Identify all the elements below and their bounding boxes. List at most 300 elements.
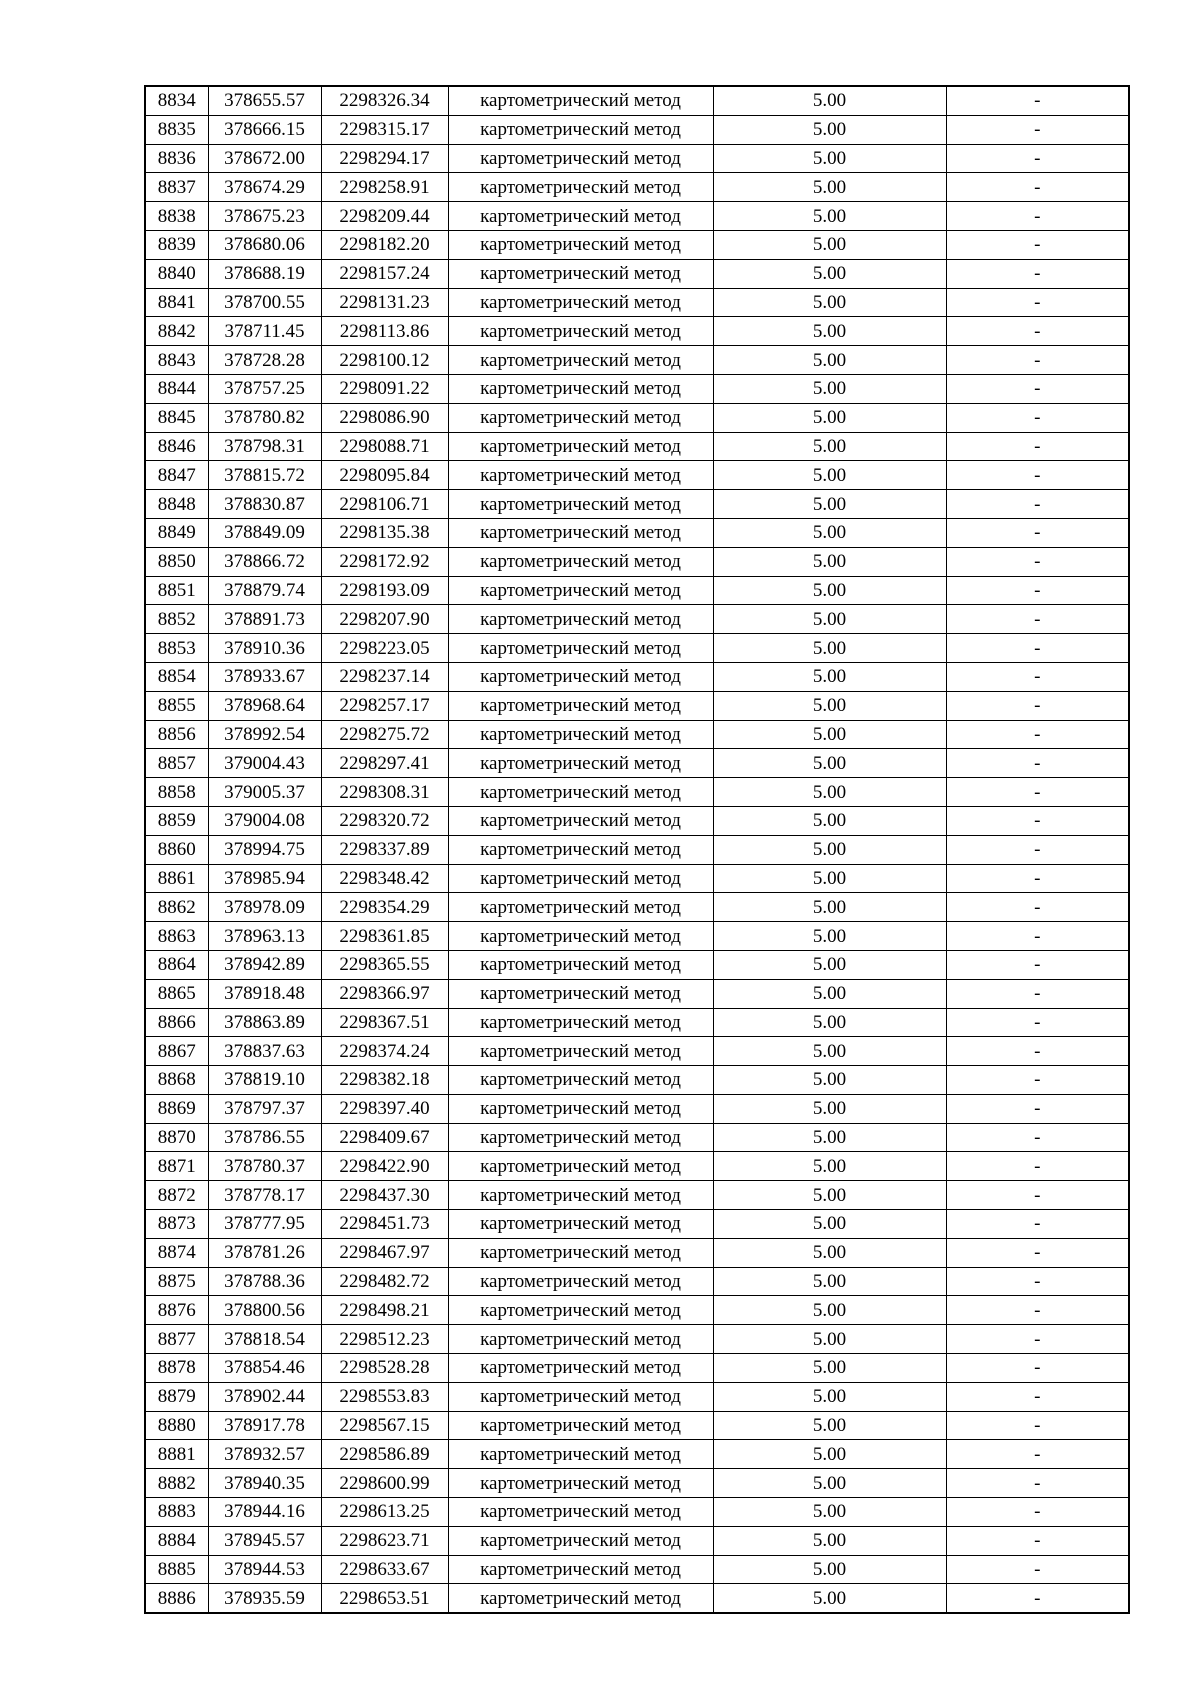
description-cell: - (946, 605, 1129, 634)
accuracy-cell: 5.00 (713, 173, 946, 202)
description-cell: - (946, 634, 1129, 663)
y-coordinate-cell: 2298086.90 (321, 403, 448, 432)
accuracy-cell: 5.00 (713, 864, 946, 893)
table-row (145, 1382, 1129, 1411)
table-row (145, 346, 1129, 375)
point-number-cell: 8867 (145, 1037, 208, 1066)
x-coordinate-cell: 379004.08 (208, 806, 321, 835)
x-coordinate-cell: 378700.55 (208, 288, 321, 317)
x-coordinate-cell: 379004.43 (208, 749, 321, 778)
description-cell: - (946, 202, 1129, 231)
point-number-cell: 8838 (145, 202, 208, 231)
x-coordinate-cell: 378672.00 (208, 144, 321, 173)
description-cell: - (946, 835, 1129, 864)
x-coordinate-cell: 378837.63 (208, 1037, 321, 1066)
y-coordinate-cell: 2298467.97 (321, 1238, 448, 1267)
y-coordinate-cell: 2298091.22 (321, 374, 448, 403)
x-coordinate-cell: 378675.23 (208, 202, 321, 231)
description-cell: - (946, 259, 1129, 288)
point-number-cell: 8857 (145, 749, 208, 778)
y-coordinate-cell: 2298374.24 (321, 1037, 448, 1066)
point-number-cell: 8850 (145, 547, 208, 576)
point-number-cell: 8869 (145, 1094, 208, 1123)
y-coordinate-cell: 2298135.38 (321, 518, 448, 547)
point-number-cell: 8877 (145, 1325, 208, 1354)
table-row (145, 1181, 1129, 1210)
x-coordinate-cell: 378854.46 (208, 1354, 321, 1383)
x-coordinate-cell: 378778.17 (208, 1181, 321, 1210)
table-row (145, 461, 1129, 490)
y-coordinate-cell: 2298365.55 (321, 950, 448, 979)
point-number-cell: 8839 (145, 230, 208, 259)
description-cell: - (946, 893, 1129, 922)
point-number-cell: 8841 (145, 288, 208, 317)
point-number-cell: 8835 (145, 115, 208, 144)
accuracy-cell: 5.00 (713, 806, 946, 835)
table-row (145, 778, 1129, 807)
table-row (145, 979, 1129, 1008)
y-coordinate-cell: 2298397.40 (321, 1094, 448, 1123)
point-number-cell: 8870 (145, 1123, 208, 1152)
point-number-cell: 8866 (145, 1008, 208, 1037)
y-coordinate-cell: 2298633.67 (321, 1555, 448, 1584)
x-coordinate-cell: 378932.57 (208, 1440, 321, 1469)
table-row (145, 1555, 1129, 1584)
x-coordinate-cell: 378891.73 (208, 605, 321, 634)
y-coordinate-cell: 2298209.44 (321, 202, 448, 231)
table-row (145, 1238, 1129, 1267)
description-cell: - (946, 288, 1129, 317)
table-row (145, 202, 1129, 231)
accuracy-cell: 5.00 (713, 691, 946, 720)
table-row (145, 634, 1129, 663)
x-coordinate-cell: 378940.35 (208, 1469, 321, 1498)
table-row (145, 749, 1129, 778)
x-coordinate-cell: 378800.56 (208, 1296, 321, 1325)
description-cell: - (946, 86, 1129, 115)
accuracy-cell: 5.00 (713, 1411, 946, 1440)
point-number-cell: 8855 (145, 691, 208, 720)
method-cell: картометрический метод (448, 86, 713, 115)
description-cell: - (946, 691, 1129, 720)
description-cell: - (946, 230, 1129, 259)
point-number-cell: 8874 (145, 1238, 208, 1267)
table-row (145, 1210, 1129, 1239)
accuracy-cell: 5.00 (713, 144, 946, 173)
description-cell: - (946, 1498, 1129, 1527)
method-cell: картометрический метод (448, 864, 713, 893)
method-cell: картометрический метод (448, 490, 713, 519)
description-cell: - (946, 749, 1129, 778)
y-coordinate-cell: 2298315.17 (321, 115, 448, 144)
table-row (145, 1325, 1129, 1354)
method-cell: картометрический метод (448, 922, 713, 951)
description-cell: - (946, 1123, 1129, 1152)
point-number-cell: 8879 (145, 1382, 208, 1411)
y-coordinate-cell: 2298528.28 (321, 1354, 448, 1383)
y-coordinate-cell: 2298354.29 (321, 893, 448, 922)
accuracy-cell: 5.00 (713, 1584, 946, 1613)
table-row (145, 1469, 1129, 1498)
method-cell: картометрический метод (448, 1152, 713, 1181)
point-number-cell: 8878 (145, 1354, 208, 1383)
accuracy-cell: 5.00 (713, 115, 946, 144)
table-row (145, 1066, 1129, 1095)
method-cell: картометрический метод (448, 1382, 713, 1411)
accuracy-cell: 5.00 (713, 346, 946, 375)
x-coordinate-cell: 378674.29 (208, 173, 321, 202)
x-coordinate-cell: 378711.45 (208, 317, 321, 346)
method-cell: картометрический метод (448, 202, 713, 231)
description-cell: - (946, 1469, 1129, 1498)
accuracy-cell: 5.00 (713, 518, 946, 547)
point-number-cell: 8860 (145, 835, 208, 864)
x-coordinate-cell: 378945.57 (208, 1526, 321, 1555)
x-coordinate-cell: 378798.31 (208, 432, 321, 461)
y-coordinate-cell: 2298157.24 (321, 259, 448, 288)
point-number-cell: 8865 (145, 979, 208, 1008)
point-number-cell: 8834 (145, 86, 208, 115)
y-coordinate-cell: 2298320.72 (321, 806, 448, 835)
method-cell: картометрический метод (448, 288, 713, 317)
accuracy-cell: 5.00 (713, 432, 946, 461)
x-coordinate-cell: 378978.09 (208, 893, 321, 922)
description-cell: - (946, 374, 1129, 403)
table-row (145, 1152, 1129, 1181)
y-coordinate-cell: 2298131.23 (321, 288, 448, 317)
method-cell: картометрический метод (448, 1584, 713, 1613)
description-cell: - (946, 576, 1129, 605)
description-cell: - (946, 518, 1129, 547)
accuracy-cell: 5.00 (713, 662, 946, 691)
x-coordinate-cell: 378815.72 (208, 461, 321, 490)
y-coordinate-cell: 2298095.84 (321, 461, 448, 490)
table-row (145, 115, 1129, 144)
x-coordinate-cell: 378902.44 (208, 1382, 321, 1411)
method-cell: картометрический метод (448, 1066, 713, 1095)
accuracy-cell: 5.00 (713, 1325, 946, 1354)
accuracy-cell: 5.00 (713, 605, 946, 634)
accuracy-cell: 5.00 (713, 720, 946, 749)
table-row (145, 259, 1129, 288)
coordinates-table (144, 85, 1130, 1614)
point-number-cell: 8884 (145, 1526, 208, 1555)
table-row (145, 950, 1129, 979)
description-cell: - (946, 1584, 1129, 1613)
method-cell: картометрический метод (448, 1469, 713, 1498)
x-coordinate-cell: 378680.06 (208, 230, 321, 259)
y-coordinate-cell: 2298297.41 (321, 749, 448, 778)
table-row (145, 288, 1129, 317)
point-number-cell: 8854 (145, 662, 208, 691)
point-number-cell: 8848 (145, 490, 208, 519)
accuracy-cell: 5.00 (713, 1210, 946, 1239)
method-cell: картометрический метод (448, 778, 713, 807)
accuracy-cell: 5.00 (713, 86, 946, 115)
table-row (145, 1123, 1129, 1152)
method-cell: картометрический метод (448, 950, 713, 979)
y-coordinate-cell: 2298172.92 (321, 547, 448, 576)
method-cell: картометрический метод (448, 403, 713, 432)
y-coordinate-cell: 2298348.42 (321, 864, 448, 893)
x-coordinate-cell: 378757.25 (208, 374, 321, 403)
description-cell: - (946, 864, 1129, 893)
table-row (145, 1094, 1129, 1123)
description-cell: - (946, 1152, 1129, 1181)
x-coordinate-cell: 378944.53 (208, 1555, 321, 1584)
point-number-cell: 8851 (145, 576, 208, 605)
point-number-cell: 8845 (145, 403, 208, 432)
method-cell: картометрический метод (448, 547, 713, 576)
x-coordinate-cell: 378666.15 (208, 115, 321, 144)
accuracy-cell: 5.00 (713, 317, 946, 346)
table-row (145, 1526, 1129, 1555)
point-number-cell: 8861 (145, 864, 208, 893)
description-cell: - (946, 1354, 1129, 1383)
table-row (145, 864, 1129, 893)
table-row (145, 576, 1129, 605)
description-cell: - (946, 1411, 1129, 1440)
method-cell: картометрический метод (448, 432, 713, 461)
accuracy-cell: 5.00 (713, 634, 946, 663)
point-number-cell: 8842 (145, 317, 208, 346)
y-coordinate-cell: 2298366.97 (321, 979, 448, 1008)
description-cell: - (946, 1238, 1129, 1267)
y-coordinate-cell: 2298258.91 (321, 173, 448, 202)
x-coordinate-cell: 378985.94 (208, 864, 321, 893)
x-coordinate-cell: 378963.13 (208, 922, 321, 951)
y-coordinate-cell: 2298623.71 (321, 1526, 448, 1555)
method-cell: картометрический метод (448, 662, 713, 691)
accuracy-cell: 5.00 (713, 1296, 946, 1325)
method-cell: картометрический метод (448, 979, 713, 1008)
x-coordinate-cell: 378818.54 (208, 1325, 321, 1354)
method-cell: картометрический метод (448, 835, 713, 864)
y-coordinate-cell: 2298257.17 (321, 691, 448, 720)
x-coordinate-cell: 378968.64 (208, 691, 321, 720)
description-cell: - (946, 1008, 1129, 1037)
point-number-cell: 8872 (145, 1181, 208, 1210)
description-cell: - (946, 346, 1129, 375)
point-number-cell: 8881 (145, 1440, 208, 1469)
point-number-cell: 8859 (145, 806, 208, 835)
method-cell: картометрический метод (448, 173, 713, 202)
method-cell: картометрический метод (448, 806, 713, 835)
description-cell: - (946, 547, 1129, 576)
method-cell: картометрический метод (448, 1210, 713, 1239)
method-cell: картометрический метод (448, 1181, 713, 1210)
point-number-cell: 8883 (145, 1498, 208, 1527)
y-coordinate-cell: 2298586.89 (321, 1440, 448, 1469)
table-row (145, 605, 1129, 634)
method-cell: картометрический метод (448, 1296, 713, 1325)
point-number-cell: 8858 (145, 778, 208, 807)
description-cell: - (946, 1210, 1129, 1239)
description-cell: - (946, 1440, 1129, 1469)
description-cell: - (946, 403, 1129, 432)
y-coordinate-cell: 2298308.31 (321, 778, 448, 807)
x-coordinate-cell: 378788.36 (208, 1267, 321, 1296)
table-row (145, 1008, 1129, 1037)
x-coordinate-cell: 378780.82 (208, 403, 321, 432)
accuracy-cell: 5.00 (713, 1008, 946, 1037)
x-coordinate-cell: 378849.09 (208, 518, 321, 547)
x-coordinate-cell: 378933.67 (208, 662, 321, 691)
x-coordinate-cell: 378918.48 (208, 979, 321, 1008)
x-coordinate-cell: 378728.28 (208, 346, 321, 375)
point-number-cell: 8886 (145, 1584, 208, 1613)
table-row (145, 720, 1129, 749)
description-cell: - (946, 144, 1129, 173)
method-cell: картометрический метод (448, 720, 713, 749)
y-coordinate-cell: 2298553.83 (321, 1382, 448, 1411)
description-cell: - (946, 1094, 1129, 1123)
table-row (145, 691, 1129, 720)
accuracy-cell: 5.00 (713, 749, 946, 778)
accuracy-cell: 5.00 (713, 576, 946, 605)
description-cell: - (946, 922, 1129, 951)
accuracy-cell: 5.00 (713, 461, 946, 490)
accuracy-cell: 5.00 (713, 1094, 946, 1123)
y-coordinate-cell: 2298113.86 (321, 317, 448, 346)
description-cell: - (946, 1555, 1129, 1584)
point-number-cell: 8885 (145, 1555, 208, 1584)
accuracy-cell: 5.00 (713, 1181, 946, 1210)
y-coordinate-cell: 2298367.51 (321, 1008, 448, 1037)
y-coordinate-cell: 2298337.89 (321, 835, 448, 864)
y-coordinate-cell: 2298100.12 (321, 346, 448, 375)
description-cell: - (946, 432, 1129, 461)
method-cell: картометрический метод (448, 230, 713, 259)
description-cell: - (946, 1526, 1129, 1555)
x-coordinate-cell: 378797.37 (208, 1094, 321, 1123)
method-cell: картометрический метод (448, 749, 713, 778)
description-cell: - (946, 1267, 1129, 1296)
y-coordinate-cell: 2298613.25 (321, 1498, 448, 1527)
description-cell: - (946, 490, 1129, 519)
y-coordinate-cell: 2298275.72 (321, 720, 448, 749)
point-number-cell: 8873 (145, 1210, 208, 1239)
y-coordinate-cell: 2298223.05 (321, 634, 448, 663)
x-coordinate-cell: 378910.36 (208, 634, 321, 663)
description-cell: - (946, 1296, 1129, 1325)
x-coordinate-cell: 378879.74 (208, 576, 321, 605)
method-cell: картометрический метод (448, 115, 713, 144)
accuracy-cell: 5.00 (713, 1555, 946, 1584)
method-cell: картометрический метод (448, 144, 713, 173)
description-cell: - (946, 950, 1129, 979)
x-coordinate-cell: 378780.37 (208, 1152, 321, 1181)
description-cell: - (946, 1181, 1129, 1210)
accuracy-cell: 5.00 (713, 893, 946, 922)
point-number-cell: 8846 (145, 432, 208, 461)
description-cell: - (946, 1382, 1129, 1411)
coordinates-table-body (145, 86, 1129, 1613)
table-row (145, 922, 1129, 951)
y-coordinate-cell: 2298361.85 (321, 922, 448, 951)
y-coordinate-cell: 2298498.21 (321, 1296, 448, 1325)
x-coordinate-cell: 378830.87 (208, 490, 321, 519)
table-row (145, 1411, 1129, 1440)
y-coordinate-cell: 2298207.90 (321, 605, 448, 634)
method-cell: картометрический метод (448, 1008, 713, 1037)
table-row (145, 547, 1129, 576)
method-cell: картометрический метод (448, 1094, 713, 1123)
y-coordinate-cell: 2298422.90 (321, 1152, 448, 1181)
y-coordinate-cell: 2298409.67 (321, 1123, 448, 1152)
accuracy-cell: 5.00 (713, 1037, 946, 1066)
point-number-cell: 8882 (145, 1469, 208, 1498)
y-coordinate-cell: 2298106.71 (321, 490, 448, 519)
x-coordinate-cell: 378917.78 (208, 1411, 321, 1440)
description-cell: - (946, 778, 1129, 807)
y-coordinate-cell: 2298237.14 (321, 662, 448, 691)
method-cell: картометрический метод (448, 1037, 713, 1066)
x-coordinate-cell: 379005.37 (208, 778, 321, 807)
table-row (145, 490, 1129, 519)
method-cell: картометрический метод (448, 317, 713, 346)
accuracy-cell: 5.00 (713, 835, 946, 864)
accuracy-cell: 5.00 (713, 1152, 946, 1181)
x-coordinate-cell: 378655.57 (208, 86, 321, 115)
y-coordinate-cell: 2298653.51 (321, 1584, 448, 1613)
accuracy-cell: 5.00 (713, 374, 946, 403)
y-coordinate-cell: 2298437.30 (321, 1181, 448, 1210)
point-number-cell: 8864 (145, 950, 208, 979)
point-number-cell: 8871 (145, 1152, 208, 1181)
table-row (145, 662, 1129, 691)
accuracy-cell: 5.00 (713, 230, 946, 259)
description-cell: - (946, 1066, 1129, 1095)
y-coordinate-cell: 2298600.99 (321, 1469, 448, 1498)
description-cell: - (946, 979, 1129, 1008)
table-row (145, 1296, 1129, 1325)
table-row (145, 86, 1129, 115)
table-row (145, 1498, 1129, 1527)
method-cell: картометрический метод (448, 1411, 713, 1440)
point-number-cell: 8876 (145, 1296, 208, 1325)
method-cell: картометрический метод (448, 1325, 713, 1354)
point-number-cell: 8863 (145, 922, 208, 951)
description-cell: - (946, 461, 1129, 490)
table-row (145, 173, 1129, 202)
table-row (145, 432, 1129, 461)
table-row (145, 893, 1129, 922)
accuracy-cell: 5.00 (713, 1238, 946, 1267)
accuracy-cell: 5.00 (713, 547, 946, 576)
y-coordinate-cell: 2298512.23 (321, 1325, 448, 1354)
accuracy-cell: 5.00 (713, 403, 946, 432)
method-cell: картометрический метод (448, 1498, 713, 1527)
description-cell: - (946, 1037, 1129, 1066)
y-coordinate-cell: 2298182.20 (321, 230, 448, 259)
method-cell: картометрический метод (448, 1354, 713, 1383)
point-number-cell: 8862 (145, 893, 208, 922)
point-number-cell: 8840 (145, 259, 208, 288)
table-row (145, 1584, 1129, 1613)
method-cell: картометрический метод (448, 259, 713, 288)
method-cell: картометрический метод (448, 605, 713, 634)
accuracy-cell: 5.00 (713, 1267, 946, 1296)
point-number-cell: 8853 (145, 634, 208, 663)
y-coordinate-cell: 2298451.73 (321, 1210, 448, 1239)
x-coordinate-cell: 378863.89 (208, 1008, 321, 1037)
x-coordinate-cell: 378944.16 (208, 1498, 321, 1527)
method-cell: картометрический метод (448, 1267, 713, 1296)
method-cell: картометрический метод (448, 1555, 713, 1584)
x-coordinate-cell: 378819.10 (208, 1066, 321, 1095)
table-row (145, 518, 1129, 547)
